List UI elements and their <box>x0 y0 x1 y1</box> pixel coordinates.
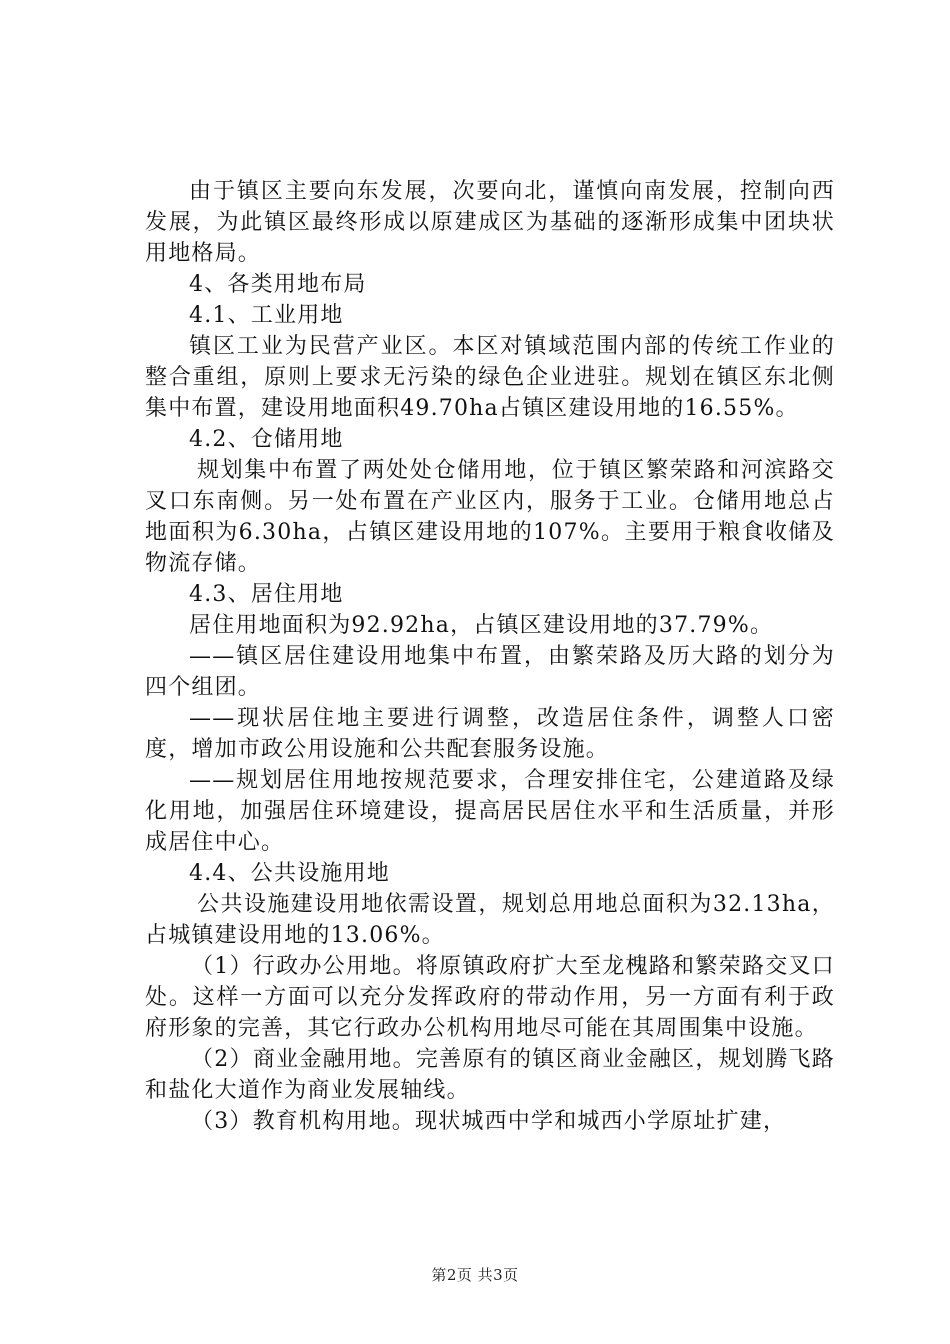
paragraph-residential-area: 居住用地面积为92.92ha，占镇区建设用地的37.79%。 <box>189 613 774 638</box>
paragraph-residential-planning: ——规划居住用地按规范要求，合理安排住宅，公建道路及绿化用地，加强居住环境建设，提高居民居住水平和生活质量，并形成居住中心。 <box>145 768 835 855</box>
heading-public-facilities: 4.4、公共设施用地 <box>189 861 390 886</box>
paragraph-residential-adjustment: ——现状居住地主要进行调整，改造居住条件，调整人口密度，增加市政公用设施和公共配套服务设施。 <box>145 706 835 762</box>
paragraph-development-direction: 由于镇区主要向东发展，次要向北，谨慎向南发展，控制向西发展，为此镇区最终形成以原建成区为基础的逐渐形成集中团块状用地格局。 <box>145 179 835 266</box>
paragraph-education-land: （3）教育机构用地。现状城西中学和城西小学原址扩建， <box>191 1109 787 1134</box>
heading-residential-land: 4.3、居住用地 <box>189 582 344 607</box>
document-body <box>145 176 835 1137</box>
paragraph-administrative-land: （1）行政办公用地。将原镇政府扩大至龙槐路和繁荣路交叉口处。这样一方面可以充分发挥政府的带动作用，另一方面有利于政府形象的完善，其它行政办公机构用地尽可能在其周围集中设施。 <box>145 954 835 1041</box>
paragraph-storage-land: 规划集中布置了两处处仓储用地，位于镇区繁荣路和河滨路交叉口东南侧。另一处布置在产业区内，服务于工业。仓储用地总占地面积为6.30ha，占镇区建设用地的107%。主要用于粮食收储及物流存储。 <box>145 458 835 576</box>
page-number-footer: 第2页 共3页 <box>431 1266 519 1284</box>
heading-industrial-land: 4.1、工业用地 <box>189 303 344 328</box>
heading-storage-land: 4.2、仓储用地 <box>189 427 344 452</box>
heading-land-layout: 4、各类用地布局 <box>189 272 367 297</box>
paragraph-industrial-land: 镇区工业为民营产业区。本区对镇域范围内部的传统工作业的整合重组，原则上要求无污染的绿色企业进驻。规划在镇区东北侧集中布置，建设用地面积49.70ha占镇区建设用地的16.55%。 <box>145 334 835 421</box>
paragraph-residential-groups: ——镇区居住建设用地集中布置，由繁荣路及历大路的划分为四个组团。 <box>145 644 835 700</box>
paragraph-commercial-land: （2）商业金融用地。完善原有的镇区商业金融区，规划腾飞路和盐化大道作为商业发展轴线。 <box>145 1047 835 1103</box>
paragraph-public-facilities: 公共设施建设用地依需设置，规划总用地总面积为32.13ha，占城镇建设用地的13.06%。 <box>145 892 835 948</box>
